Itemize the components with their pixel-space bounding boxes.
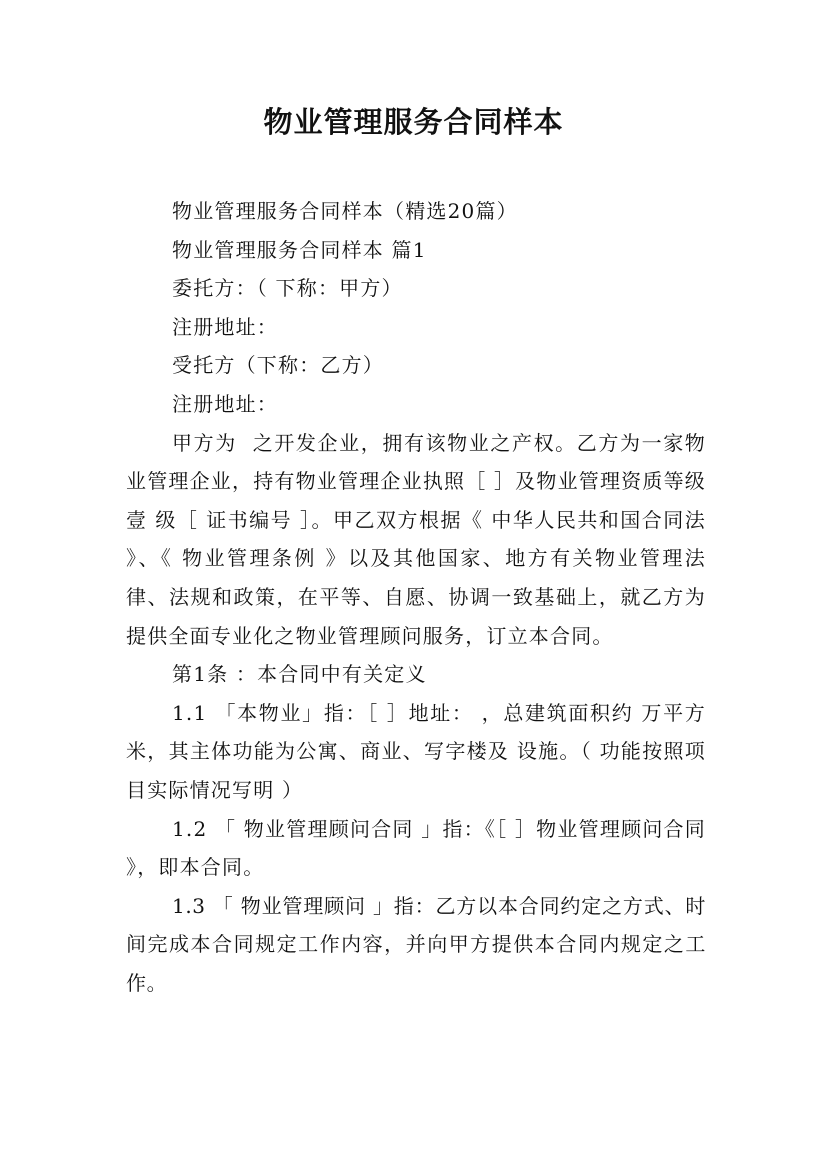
document-title: 物业管理服务合同样本 — [263, 105, 564, 139]
paragraph-clause-1-1: 1.1 「本物业」指：［ ］地址： ，总建筑面积约 万平方米，其主体功能为公寓、商业、写字楼及 设施。（ 功能按照项目实际情况写明 ） — [126, 700, 706, 802]
paragraph-clause-1-2: 1.2 「 物业管理顾问合同 」指：《［ ］物业管理顾问合同 》，即本合同。 — [126, 816, 714, 880]
paragraph-article-1: 第1条 ：本合同中有关定义 — [172, 662, 427, 687]
paragraph-contractor: 受托方（下称：乙方） — [172, 353, 384, 378]
paragraph-preamble: 甲方为 之开发企业，拥有该物业之产权。乙方为一家物业管理企业，持有物业管理企业执照［ ］及物业管理资质等级 壹 级［ 证书编号 ］。甲乙双方根据《 中华人民共和国合同法 》、《 物业管理条例 》以及其他国家、地方有关物业管理法律、法规和政策，在平等、自愿、协调一致基础上，就乙方为 提供全面专业化之物业管理顾问服务，订立本合同。 — [126, 430, 722, 648]
paragraph-client-address: 注册地址： — [172, 314, 278, 339]
paragraph-clause-1-3: 1.3 「 物业管理顾问 」指：乙方以本合同约定之方式、时间完成本合同规定工作内容，并向甲方提供本合同内规定之工作。 — [126, 893, 706, 995]
paragraph-section-heading: 物业管理服务合同样本 篇1 — [172, 237, 427, 262]
paragraph-subtitle: 物业管理服务合同样本（精选20篇） — [172, 199, 518, 223]
document-body — [126, 192, 722, 1002]
paragraph-contractor-address: 注册地址： — [172, 391, 278, 416]
paragraph-client: 委托方：（ 下称：甲方） — [172, 276, 403, 301]
